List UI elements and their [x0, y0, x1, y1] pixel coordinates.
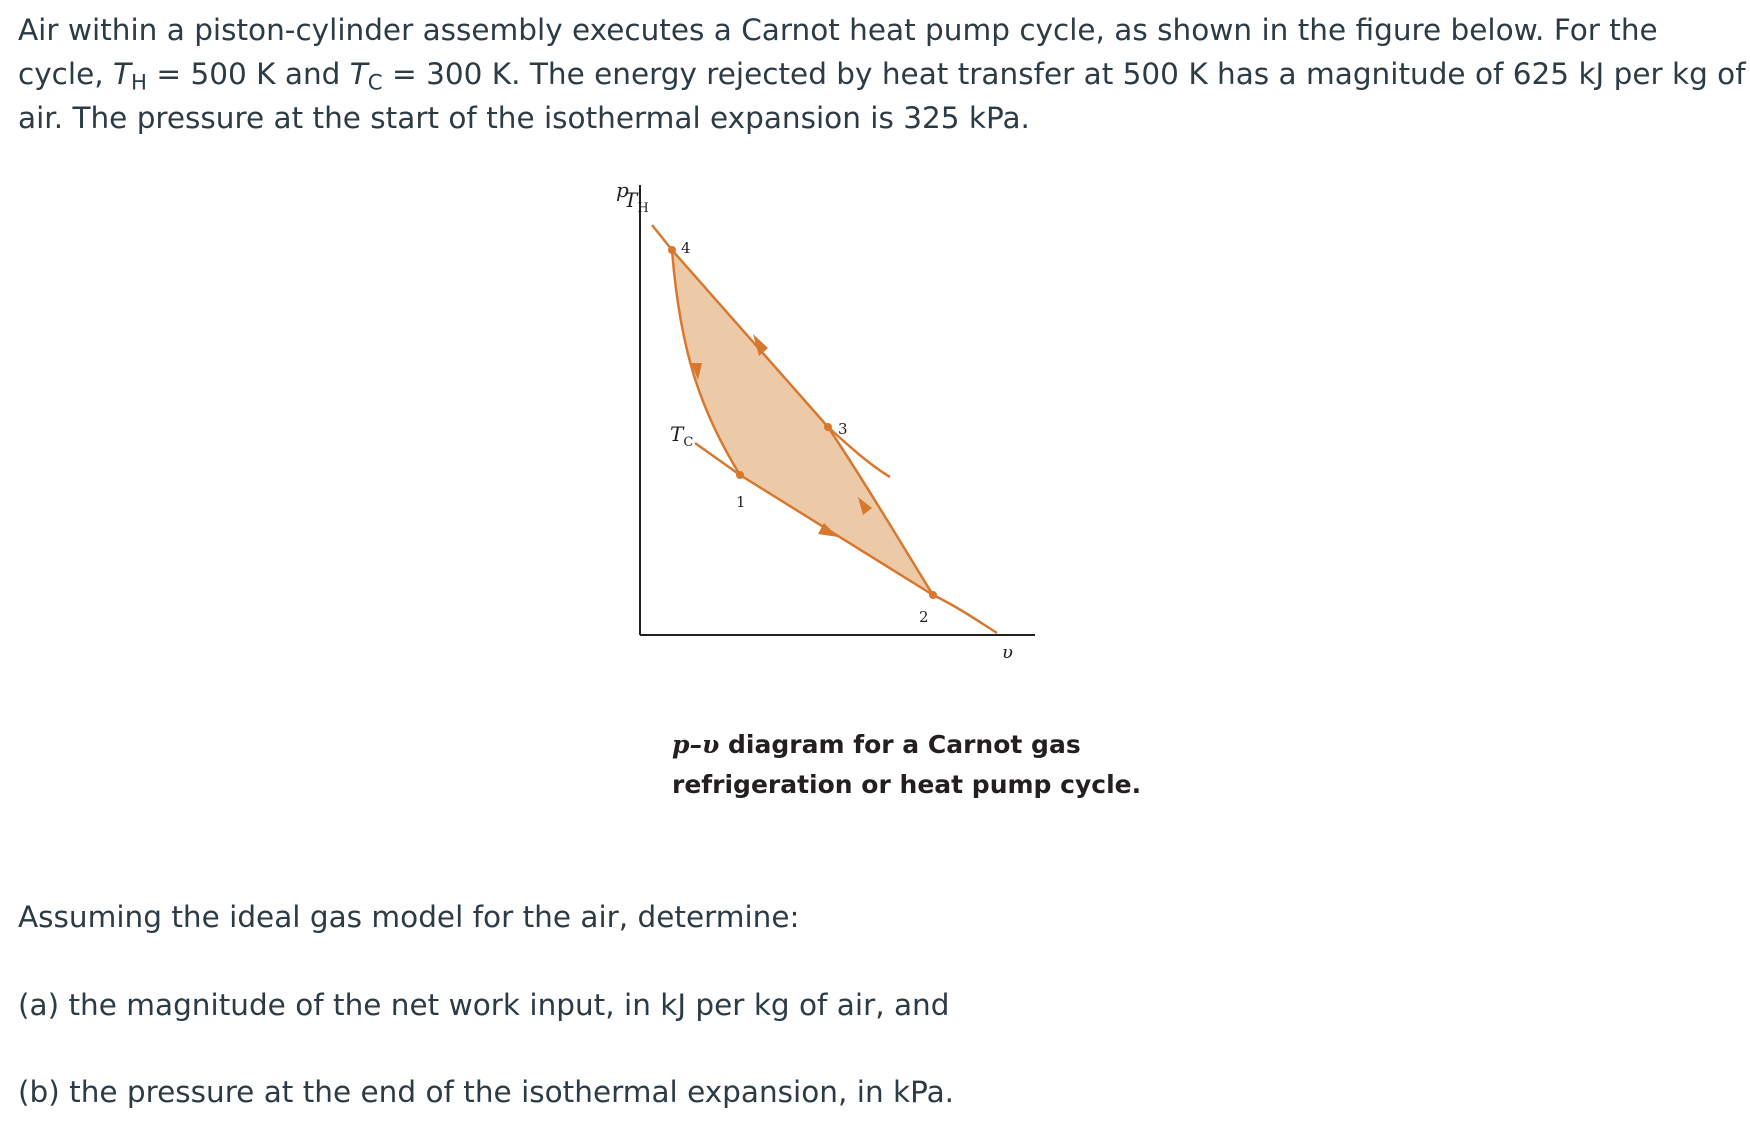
th-label: $T_H$: [624, 188, 649, 216]
problem-statement: Air within a piston-cylinder assembly executes a Carnot heat pump cycle, as shown in the figure below. For the cycle, $T_H = 500$ K and $T_C = 300$ K. The energy rejected by heat transfer at 500 K has a magnitude of 625 kJ per kg of air. The pressure at the start of the isothermal expansion is 325 kPa.: [18, 13, 1746, 135]
state-label-4: 4: [681, 239, 691, 257]
pv-diagram-figure: [616, 178, 1160, 815]
x-axis-label: υ: [1002, 642, 1013, 663]
y-axis-label: p: [616, 178, 629, 202]
tc-isotherm-extension-lower: [933, 595, 997, 633]
state-point-4: [668, 246, 676, 254]
question-part-b: (b) the pressure at the end of the isothermal expansion, in kPa.: [18, 1075, 955, 1109]
figure-caption: p–υ diagram for a Carnot gas refrigeration or heat pump cycle.: [672, 730, 1142, 799]
state-label-2: 2: [919, 608, 929, 626]
state-point-2: [929, 591, 937, 599]
state-point-1: [736, 471, 744, 479]
tc-label: $T_C$: [670, 422, 694, 450]
th-isotherm-extension-upper: [652, 225, 672, 250]
state-point-3: [824, 423, 832, 431]
state-label-3: 3: [838, 420, 848, 438]
state-label-1: 1: [736, 493, 746, 511]
assumption-text: Assuming the ideal gas model for the air, determine:: [18, 900, 800, 934]
pv-diagram: [616, 178, 1160, 725]
question-part-a: (a) the magnitude of the net work input, in kJ per kg of air, and: [18, 988, 950, 1022]
